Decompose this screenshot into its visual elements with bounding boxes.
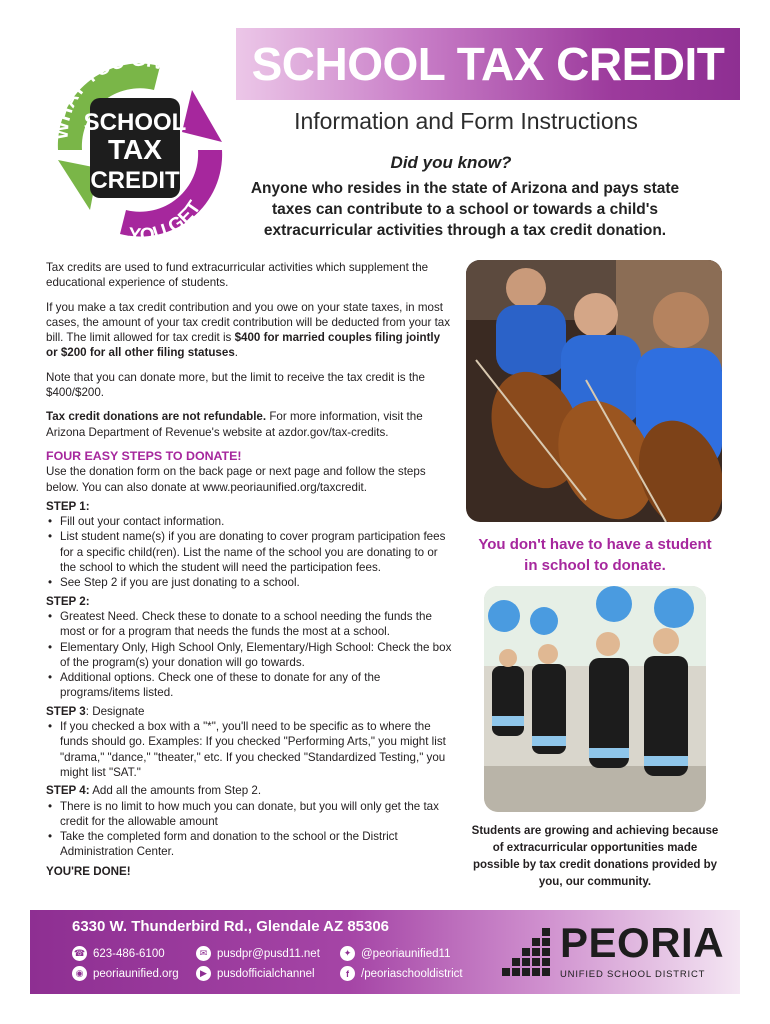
step-4-list bbox=[46, 799, 454, 860]
step-3-line bbox=[46, 704, 454, 719]
photo-caption: Students are growing and achieving because of extracurricular opportunities made possible by tax credit donations provided by you, our community. bbox=[471, 825, 719, 888]
youtube-icon: ▶ bbox=[196, 966, 211, 981]
paragraph-donate-more: Note that you can donate more, but the limit to receive the tax credit is the $400/$200. bbox=[46, 370, 425, 400]
twitter-link[interactable]: @peoriaunified11 bbox=[361, 947, 451, 960]
facebook-link[interactable]: /peoriaschooldistrict bbox=[361, 967, 463, 980]
step-4-line bbox=[46, 783, 454, 798]
cheerleaders-photo bbox=[484, 586, 706, 812]
list-item: • Fill out your contact information. bbox=[46, 514, 454, 529]
footer bbox=[30, 910, 740, 994]
step-3-list bbox=[46, 719, 454, 780]
list-item: • Additional options. Check one of these to donate for any of the programs/items listed. bbox=[46, 670, 454, 701]
limit-amounts: $400 for married couples filing jointly or $200 for all other filing statuses bbox=[46, 331, 441, 360]
orchestra-photo bbox=[466, 260, 722, 522]
list-item: • Elementary Only, High School Only, Elementary/High School: Check the box of the program(s) your donation will go towards. bbox=[46, 640, 454, 671]
instructions-column bbox=[46, 260, 454, 879]
step-2-list bbox=[46, 609, 454, 701]
school-tax-credit-logo bbox=[50, 50, 230, 250]
page-title: SCHOOL TAX CREDIT bbox=[251, 38, 725, 90]
logo-arc-top: WHAT YOU GIVE bbox=[51, 50, 182, 141]
youtube-contact[interactable] bbox=[196, 966, 315, 981]
list-item: • Take the completed form and donation to the school or the District Administration Center. bbox=[46, 829, 454, 860]
list-item: • Greatest Need. Check these to donate to a school needing the funds the most or for a program that needs the funds the most at a school. bbox=[46, 609, 454, 640]
step-4-text: Add all the amounts from Step 2. bbox=[89, 784, 262, 798]
logo-line-1: SCHOOL bbox=[83, 109, 187, 136]
logo-arc-bottom: YOU GET bbox=[127, 197, 206, 247]
mail-icon: ✉ bbox=[196, 946, 211, 961]
twitter-icon: ✦ bbox=[340, 946, 355, 961]
logo-line-3: CREDIT bbox=[90, 167, 180, 194]
email-contact[interactable] bbox=[196, 946, 320, 961]
paragraph-limit-end: . bbox=[234, 346, 239, 360]
tagline: You don't have to have a student in school to donate. bbox=[478, 536, 712, 574]
step-3-text: : Designate bbox=[85, 704, 145, 718]
peoria-logo-mark bbox=[498, 926, 558, 984]
twitter-contact[interactable] bbox=[340, 946, 450, 961]
district-name: PEORIA bbox=[560, 919, 725, 966]
paragraph-not-refundable bbox=[46, 409, 454, 440]
paragraph-limit bbox=[46, 300, 454, 361]
intro-text: Anyone who resides in the state of Arizona and pays state taxes can contribute to a school or towards a child's extracurricular activities through a tax credit donation. bbox=[250, 180, 680, 239]
done-text: YOU'RE DONE! bbox=[46, 864, 131, 878]
globe-icon: ◉ bbox=[72, 966, 87, 981]
phone-icon: ☎ bbox=[72, 946, 87, 961]
step-1-list bbox=[46, 514, 454, 590]
facebook-contact[interactable] bbox=[340, 966, 463, 981]
title-banner bbox=[236, 28, 740, 100]
did-you-know-heading: Did you know? bbox=[390, 153, 512, 172]
steps-heading: FOUR EASY STEPS TO DONATE! bbox=[46, 448, 242, 463]
steps-intro: Use the donation form on the back page or next page and follow the steps below. You can also donate at www.peoriaunified.org/taxcredit. bbox=[46, 465, 426, 494]
list-item: • There is no limit to how much you can donate, but you will only get the tax credit for the allowable amount bbox=[46, 799, 454, 830]
address: 6330 W. Thunderbird Rd., Glendale AZ 85306 bbox=[72, 918, 390, 935]
list-item: • If you checked a box with a "*", you'll need to be specific as to where the funds should go. Examples: If you checked "Performing Arts," you might list "drama," "dance," "theater," etc. If you checked "Standardized Testing," you might list "SAT." bbox=[46, 719, 454, 780]
logo-line-2: TAX bbox=[108, 134, 162, 165]
phone-contact bbox=[72, 946, 165, 961]
list-item: • See Step 2 if you are just donating to a school. bbox=[46, 575, 454, 590]
youtube-link[interactable]: pusdofficialchannel bbox=[217, 967, 315, 980]
step-1-label: STEP 1: bbox=[46, 499, 90, 513]
paragraph-tax-credits: Tax credits are used to fund extracurricular activities which supplement the educational experience of students. bbox=[46, 261, 429, 290]
not-refundable-bold: Tax credit donations are not refundable. bbox=[46, 410, 267, 424]
facebook-icon: f bbox=[340, 966, 355, 981]
web-contact[interactable] bbox=[72, 966, 179, 981]
website-link[interactable]: peoriaunified.org bbox=[93, 967, 179, 980]
district-subtitle: UNIFIED SCHOOL DISTRICT bbox=[560, 969, 706, 980]
step-2-label: STEP 2: bbox=[46, 594, 90, 608]
step-4-label: STEP 4: bbox=[46, 784, 90, 798]
page-subtitle: Information and Form Instructions bbox=[294, 108, 638, 134]
paragraph-limit-text: If you make a tax credit contribution and you owe on your state taxes, in most cases, the amount of your tax credit contribution will be deducted from your tax bill. The limit allowed for tax credit is bbox=[46, 300, 451, 345]
phone-number: 623-486-6100 bbox=[93, 947, 165, 960]
list-item: • List student name(s) if you are donating to cover program participation fees for a specific child(ren). List the name of the school you are donating to or the school to which the student will need the participation fees. bbox=[46, 529, 454, 575]
step-3-label: STEP 3 bbox=[46, 704, 86, 718]
email-link[interactable]: pusdpr@pusd11.net bbox=[217, 947, 320, 960]
not-refundable-rest: For more information, visit the Arizona Department of Revenue's website at azdor.gov/tax-credits. bbox=[46, 410, 423, 439]
